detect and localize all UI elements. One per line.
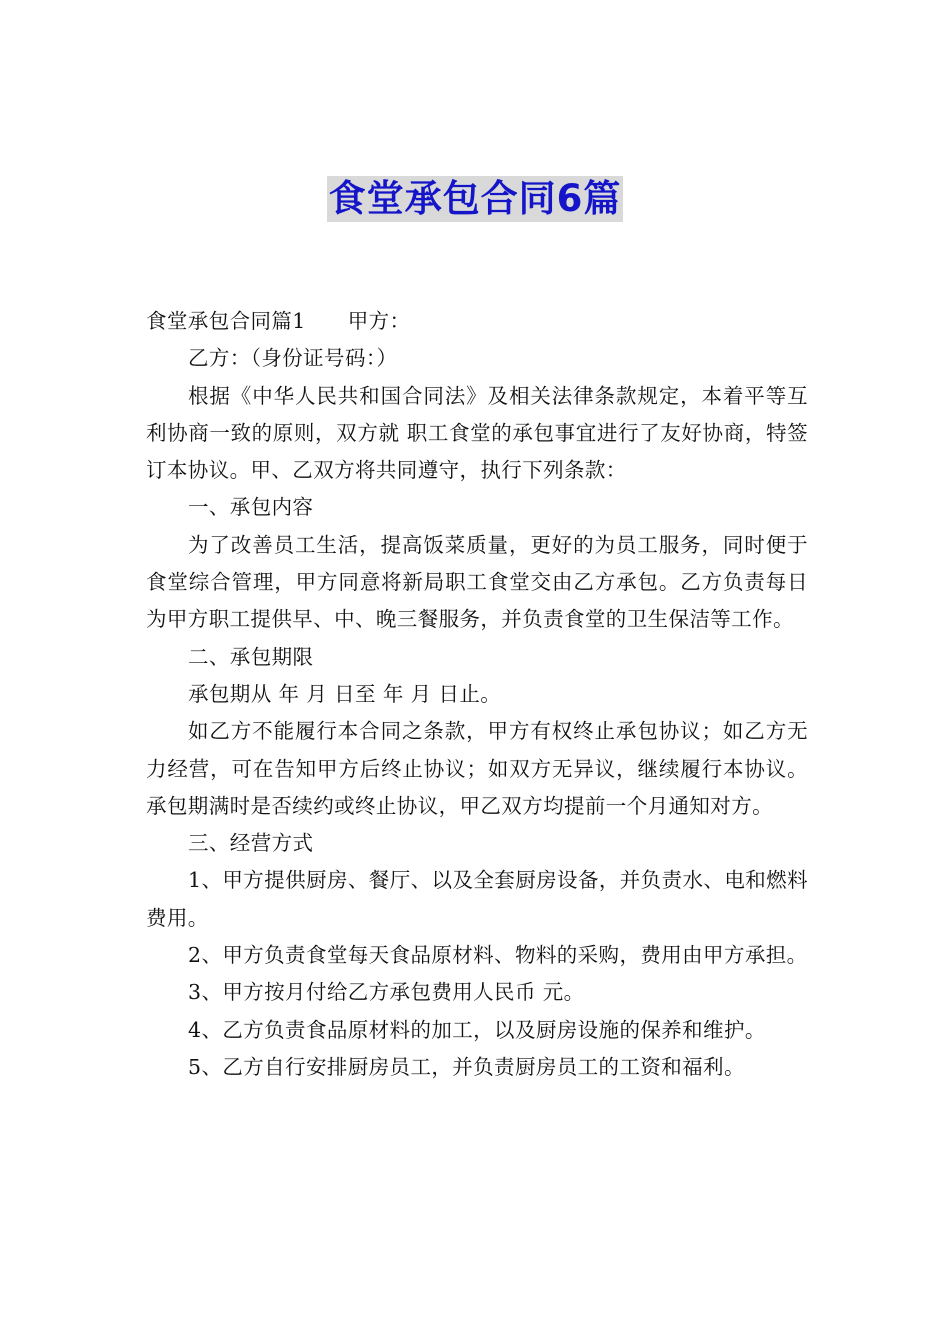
clause-4: 4、乙方负责食品原材料的加工，以及厨房设施的保养和维护。	[188, 1017, 766, 1042]
clause-2: 2、甲方负责食堂每天食品原材料、物料的采购，费用由甲方承担。	[188, 943, 808, 968]
paragraph-term-dates: 承包期从 年 月 日至 年 月 日止。	[188, 681, 502, 706]
document-title: 食堂承包合同6篇	[328, 177, 622, 220]
section-heading-operation: 三、经营方式	[188, 831, 314, 856]
first-line	[146, 303, 808, 340]
paragraph-preamble: 根据《中华人民共和国合同法》及相关法律条款规定，本着平等互利协商一致的原则，双方就 职工食堂的承包事宜进行了友好协商，特签订本协议。甲、乙双方将共同遵守，执行下列条款：	[146, 383, 808, 483]
paragraph-party-b: 乙方：（身份证号码：）	[188, 346, 398, 371]
title-container	[0, 176, 950, 222]
clause-3: 3、甲方按月付给乙方承包费用人民币 元。	[188, 980, 585, 1005]
document-body	[146, 303, 808, 1086]
paragraph-termination: 如乙方不能履行本合同之条款，甲方有权终止承包协议；如乙方无力经营，可在告知甲方后终止协议；如双方无异议，继续履行本协议。承包期满时是否续约或终止协议，甲乙双方均提前一个月通知对方。	[146, 719, 808, 818]
section-heading-term: 二、承包期限	[188, 644, 314, 669]
paragraph-content: 为了改善员工生活，提高饭菜质量，更好的为员工服务，同时便于食堂综合管理，甲方同意将新局职工食堂交由乙方承包。乙方负责每日为甲方职工提供早、中、晚三餐服务，并负责食堂的卫生保洁等工作。	[146, 532, 808, 632]
section-heading-content: 一、承包内容	[188, 495, 314, 520]
clause-1: 1、甲方提供厨房、餐厅、以及全套厨房设备，并负责水、电和燃料费用。	[146, 868, 808, 930]
party-a-label: 甲方：	[347, 309, 411, 333]
clause-5: 5、乙方自行安排厨房员工，并负责厨房员工的工资和福利。	[188, 1054, 745, 1079]
section-heading: 食堂承包合同篇1	[146, 309, 306, 333]
